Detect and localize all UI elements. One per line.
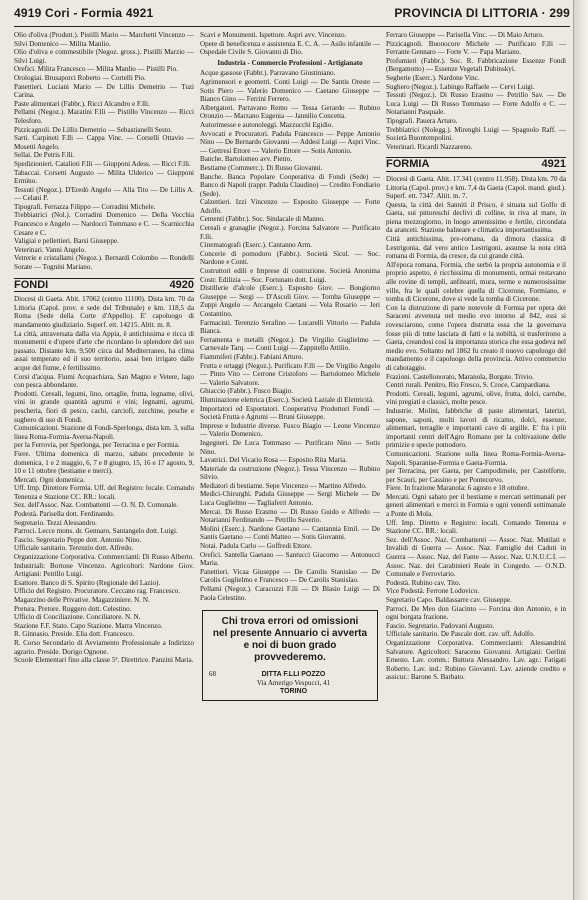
entry-text: Fiere. In frazione Maranola: 6 agosto e 18 ottobre. <box>386 484 530 493</box>
entry-text: Pretura. Pretore. Ruggero dott. Celestino. <box>14 604 132 613</box>
column-3 <box>386 31 566 701</box>
entry-text: Sez. dell'Assoc. Naz. Combattenti — Assoc. Naz. Mutilati e Invalidi di Guerra — Assoc. Naz. Famiglie dei Caduti in Guerra — Assoc. Naz. del Fante — Assoc. Naz. U.N.U.C.I. — Assoc. Naz. dei Carabinieri Reale in Congedo. — O.N.D. Comunale e Ferroviario. <box>386 535 566 579</box>
entry-text: Scuole Elementari fino alla classe 5ª. Direttrice. Panzini Maria. <box>14 656 194 665</box>
entry-text: Sellai. De Petris F.lli. <box>14 151 75 160</box>
entry-text: Centri rurali. Penitro, Rio Fresco, S. Croce, Campardiana. <box>386 381 551 390</box>
entry-text: Tessuti (Negoz.). Di Russo Erasmo — Petrillo Sav. — De Luca Luigi — Di Russo Tommaso — Forte Adolfo e C. — Notarianni Pasquale. <box>386 91 566 117</box>
fondi-business-entries <box>200 31 380 602</box>
fondi-entries <box>14 295 194 665</box>
entry-text: Sughero (Negoz.). Labingo Raffaele — Cervi Luigi. <box>386 82 535 91</box>
entry-text: Fiere. Ultima domenica di marzo, sabato precedente le domenica, 1 e 2 maggio, 6, 7 e 8 giugno, 15, 16 e 17 agosto, 9, 10 e 11 ottobre (bestiame e merci). <box>14 449 194 476</box>
entry-text: Cementi (Fabbr.). Soc. Sindacale di Manno. <box>200 215 325 224</box>
formia-heading <box>386 157 566 172</box>
entry-text: per Terracina, per Gaeta, per Campodimele, per Castelforte, per Scauri, per Cassino e per Pontecorvo. <box>386 467 566 484</box>
entry-text: Stazione F.F. Stato. Capo Stazione. Marra Vincenzo. <box>14 621 163 630</box>
entry-text: Ufficio del Registro. Procuratore. Ceccano rag. Francesco. <box>14 587 181 596</box>
errata-notice-box <box>202 610 378 701</box>
entry-text: Podestà. Rubino cav. Tito. <box>386 578 461 587</box>
notice-firm-block <box>257 670 330 696</box>
entry-text: Ingegneri. De Luca Tommaso — Purificato Nino — Sotis Nino. <box>200 438 380 456</box>
entry-text: Illuminazione elettrica (Eserc.). Società Laziale di Elettricità. <box>200 395 374 404</box>
entry-text: Ghiaccio (Fabbr.). Fusco Biagio. <box>200 387 293 396</box>
header-separator: · <box>541 6 550 20</box>
notice-line-4: provvederemo. <box>254 652 326 664</box>
entry-text: Tabaccai. Corsetti Augusto — Milita Ulderico — Giupponi Ermino. <box>14 168 194 186</box>
entry-text: Orefici. Milita Francesco — Milita Manlio — Pistilli Pio. <box>14 65 178 74</box>
entry-text: Imprese e Industrie diverse. Fusco Biagio — Leone Vincenzo — Valerio Domenico. <box>200 421 380 439</box>
entry-text: Pizzicagnoli. De Lillis Demetrio — Sebastianelli Sesto. <box>14 125 173 134</box>
entry-text: Albergatori. Parravano Remo — Tessa Gerardo — Rubino Oronzio — Marzano Eugenia — Jannilio Concetta. <box>200 103 380 121</box>
entry-text: Olio d'oliva (Produtt.). Pistilli Mario — Marchetti Vincenzo — Silvi Domenico — Milita Manlio. <box>14 31 194 48</box>
entry-text: Ufficiale sanitario. Terenzio dott. Alfredo. <box>14 544 134 553</box>
entry-text: Profumieri (Fabbr.). Soc. R. Fabbricazione Essenze Fondi (Bergamotto) — Essenze Vegetali Dubinskyi. <box>386 56 566 74</box>
columns <box>14 31 570 701</box>
entry-text: Trebbiatrici (Nol.). Corradini Domenico — Della Vecchia Francesco e Angelo — Nardocci Tommaso e C. — Scarnicchia Cesare e C. <box>14 211 194 237</box>
entry-text: Tessuti (Negoz.). D'Eredò Angelo — Alla Tito — De Lillis A. — Celani P. <box>14 185 194 203</box>
entry-text: Industrie. Molini, fabbriche di paste alimentari, laterizi, sapone, saponi, molti lavori di ricamo, dolci, essenze, alimentari, terraglie e importanti cave di argille. E' fra i più importanti centri dell'Agro Romano per la coltivazione delle primizie e specie pomodoro. <box>386 406 566 450</box>
entry-text: Spedizionieri. Catalioti F.lli — Giupponi Adess. — Ricci F.lli. <box>14 159 191 168</box>
entry-text: Mediatori di bestiame. Sepe Vincenzo — Martino Alfredo. <box>200 481 367 490</box>
entry-text: Vetrerie e cristallami (Negoz.). Bernardi Colombo — Rondelli Sorate — Tognini Mariano. <box>14 254 194 272</box>
entry-text: Trebbiatrici (Nolegg.). Mirenghi Luigi — Spagnolo Raff. — Società Buontempolini. <box>386 125 566 143</box>
entry-text: Fascio. Segretario Peppe dott. Antonio Nino. <box>14 535 142 544</box>
entry-text: Autorimesse e autonoleggi. Mazzucchi Egidio. <box>200 120 334 129</box>
entry-text: Questa, la città dei Sanniti il Prisco, è situata sul Golfo di Gaeta, sui pittoreschi declivi di colline, in riva al mare, in piena mezzogiorno, in luogo amenissimo e fertile, circondata da aranceti. Stazione balneare e climatica importantissima. <box>386 200 566 235</box>
entry-text: Ufficio di Conciliazione. Conciliatore. N. N. <box>14 613 141 622</box>
formia-title: FORMIA <box>386 158 430 171</box>
entry-text: Notai. Padula Carlo — Goffredi Ettore. <box>200 542 312 551</box>
entry-text: Concerie di pomodoro (Fabbr.). Società Sicul. — Soc. Nardone e Conti. <box>200 249 380 267</box>
entry-text: Parroci. De Meo don Giacinto — Forcina don Antonio, e in ogni borgata frazione. <box>386 604 566 622</box>
entry-text: Ferramenta e metalli (Negoz.). De Virgilio Guglielmo — Carnevale Tarq. — Conti Luigi — Zappitello Attilio. <box>200 335 380 353</box>
entry-text: Lavatrici. Del Vicario Rosa — Esposito Rita Maria. <box>200 456 347 465</box>
entry-text: Molini (Eserc.). Nardone Gaetano — Cantannia Emil. — De Santis Gaetano — Conti Matteo — Sotis Giovanni. <box>200 524 380 542</box>
formia-number: 4921 <box>541 158 566 171</box>
entry-text: Banche. Banca Popolare Cooperativa di Fondi (Sede) — Banco di Napoli (rappr. Padula Claudino) — Credito Fondiario (Sede). <box>200 172 380 198</box>
entry-text: Panettieri. Vicaa Giuseppe — De Carolis Stanislao — De Carolis Guglielmo e Francesco — De Carolis Stanislao. <box>200 567 380 585</box>
fondi-title: FONDI <box>14 278 49 291</box>
column-1 <box>14 31 194 701</box>
entry-text: Olio d'oliva e commestibile (Negoz. gross.). Pistilli Marzio — Silvi Luigi. <box>14 48 194 65</box>
entry-text: Cinematografi (Eserc.). Cantanno Arm. <box>200 241 312 250</box>
entry-text: Mercati. Ogni sabato per il bestiame e mercati settimanali per generi alimentari e merci in Formia e ogni venerdì settimanale a Ponte di Mola. <box>386 492 566 519</box>
page-header <box>14 6 570 27</box>
entry-text: R. Ginnasio. Preside. Elia dott. Francesco. <box>14 630 135 639</box>
notice-firm: DITTA F.LLI POZZO <box>261 671 326 679</box>
entry-text: Pellami (Negoz.). Caracuzzi F.lli — Di Blasio Luigi — Di Paola Celestino. <box>200 585 380 602</box>
entry-text: Sez. dell'Assoc. Naz. Combattenti — O. N. D. Comunale. <box>14 501 179 510</box>
entry-text: Magazzino delle Privative. Magazziniere. N. N. <box>14 596 150 604</box>
entry-text: Pellami (Negoz.). Maratini F.lli — Pistillo Vincenzo — Ricci Telesforo. <box>14 108 194 125</box>
fondi-continued-entries <box>386 31 566 151</box>
entry-text: Esattore. Banco di S. Spirito (Regionale del Lazio). <box>14 578 161 587</box>
entry-text: Comunicazioni. Stazione di Fondi-Sperlonga, dista km. 3, sulla linea Roma-Formia-Aversa-Napoli. <box>14 424 194 441</box>
entry-text: Industria - Commercio Professioni - Artigianato <box>217 58 363 67</box>
entry-text: Distillerie d'alcole (Eserc.). Esposito Giov. — Bongiorno Giuseppe — Sergi — D'Ascoli Giov. — Tomba Giuseppe — Zuppi Angelo — Arcangelo Caetani — Vela Rosario — Jeri Costantino. <box>200 284 380 318</box>
notice-line-3: e noi di buon grado <box>243 640 337 652</box>
entry-text: Ferraro Giuseppe — Parisella Vinc. — Di Maio Arturo. <box>386 31 544 39</box>
entry-text: Prodotti. Cereali, legumi, agrumi, olive, frutta, dolci, carrube, vini pregiati e classici, molte pesce. <box>386 389 566 407</box>
notice-line-2: nel presente Annuario ci avverta <box>212 628 368 640</box>
entry-text: Tipografi. Pauera Arturo. <box>386 116 458 125</box>
header-right <box>394 6 570 20</box>
entry-text: Podestà. Parisella dott. Ferdinando. <box>14 510 115 519</box>
entry-text: Uff. Imp. Diretto e Registro: locali. Comando Tenenza e Stazione CC. RR.: locali. <box>386 518 566 536</box>
entry-text: Con la distruzione di parte notevole di Formia per opera dei Saraceni avvenuta nel medio evo intorno al 842, essi si rovesciarono, come l'opera distrutta essa che la governava fosse più di tutte lasciata di fatti e la nobiltà, si trasferirono a Gaeta, creandosi così la importanza storica che essa godeva nel medio evo. Soltanto nel 1862 fu creato il nuovo capoluogo del mandamento e il capoluogo della provincia. Attivo commercio di cabotaggio. <box>386 303 566 372</box>
entry-text: Bestiame (Commerc.). Di Russo Giovanni. <box>200 163 323 172</box>
entry-text: Tipografi. Ferrazza Filippo — Corradini Michele. <box>14 202 156 211</box>
entry-text: Diocesi di Gaeta. Abit. 17.341 (centro 11.958). Dista km. 70 da Littoria (Capol. prov.) e km. 7,4 da Gaeta (Capol. mand. giud.). Superf. ett. 7347. Altit. m. 7. <box>386 174 566 201</box>
entry-text: Segretario. Tezzi Alessandro. <box>14 518 97 527</box>
entry-text: Corsi d'acqua. Fiumi Acquachiara, San Magno e Vetere, lago con pesca abbondante. <box>14 372 194 390</box>
entry-text: Cereali e granaglie (Negoz.). Forcina Salvatore — Purificato F.lli. <box>200 224 380 241</box>
entry-text: Mercati. Ogni domenica. <box>14 475 85 484</box>
entry-text: Città antichissima, pre-romana, da dimora classica di Lestrigonia, dal vero antico Lestrigoni, assunse la nota città romana di Formia, da cresce, da cui grande città. <box>386 235 566 261</box>
entry-text: Frazioni. Castellonorato, Maranola, Borgate. Trivio. <box>386 372 534 381</box>
entry-text: Veterinari. Vanni Angelo. <box>14 245 86 254</box>
page-number: 299 <box>549 6 570 20</box>
entry-text: Acque gassose (Fabbr.). Parravano Giustiniano. <box>200 69 336 78</box>
entry-text: La città, attraversata dalla via Appia, è antichissima e ricca di monumenti e d'opere d'arte che ricordano lo splendore del suo passato. Distante km. 9,500 circa dal Mediterraneo, ha clima assai temperato ed il suo territorio, assai ben irrigato dalle acque del fiume, è fertilissimo. <box>14 329 194 372</box>
column-2 <box>200 31 380 701</box>
notice-address: Via Amerigo Vespucci, 41 <box>256 679 331 688</box>
entry-text: Orefici. Santella Gaetano — Santucci Giacomo — Antonucci Maria. <box>200 550 380 568</box>
entry-text: All'epoca romana, Formia, che serbò la propria autonomia e il proprio aspetto, è ricchissima di monumenti, ormai restavano alle rovine di templi, anfiteatri, mura, terme e numerosissime ville, fra le quali celebre quella di Cicerone, Formiano, e tomba di Cicerone, dove si vede la tomba di Cicerone. <box>386 260 566 304</box>
entry-text: Organizzazione Corporativa. Commercianti: Di Russo Alberto. Industriali: Bortone Vincenzo. Agricoltori: Nardone Giov. Artigiani: Petrillo Luigi. <box>14 553 194 579</box>
fondi-number: 4920 <box>169 278 194 291</box>
formia-entries <box>386 175 566 682</box>
entry-text: Frutta e ortaggi (Negoz.). Purificato F.lli — De Virgilio Angelo — Pinto Vito — Cerrone Cristoforo — Bartolomeo Michele — Valerio Salvatore. <box>200 361 380 387</box>
entry-text: Valigiai e pellettieri. Barsi Giuseppe. <box>14 237 119 246</box>
entry-text: Opere di beneficenza e assistenza E. C. A. — Asilo infantile — Ospedale Civile S. Giovanni di Dio. <box>200 39 380 57</box>
notice-city: TORINO <box>279 688 308 696</box>
cori-entries <box>14 31 194 272</box>
entry-text: Avvocati e Procuratori. Padula Francesco — Peppe Antonio Nino — De Bernardo Giovanni — Addesi Luigi — Aspri Vinc. — Gettresi Ettore — Valerio Ettore — Sotis Antonio. <box>200 129 380 155</box>
entry-text: Diocesi di Gaeta. Abit. 17062 (centro 11100). Dista km. 70 da Littoria (Capol. prov. e sede del Tribunale) e km. 118,5 da Roma (Sede della Corte d'Appello). E' capoluogo di mandamento giudiziario. Superf. ett. 14215. Altit. m. 8. <box>14 295 194 329</box>
entry-text: Organizzazione Corporativa. Commercianti: Alessandrini Salvatore. Agricoltori: Saraceno Giovanni. Artigiani: Gerlini Ernesto. Lav. comm.: Buttura Alessandro. Lav. agr.: Fatigati Roberto. Lav. ind.: Rubino Giovanni. Lav. aziende credito e assicur.: Barone S. Barbato. <box>386 638 566 682</box>
entry-text: Pizzicagnoli. Buonocore Michele — Purificato F.lli — Ferrante Gennaro — Forte V. — Papa Mariano. <box>386 39 566 57</box>
entry-text: Medici-Chirurghi. Padula Giuseppe — Sergi Michele — De Luca Guglielmo — Tagliaferri Antonio. <box>200 490 380 508</box>
entry-text: Costruttori edili e Imprese di costruzione. Società Anonima Costr. Edilizia — Soc. Fortunato dott. Luigi. <box>200 267 380 284</box>
entry-text: R. Corso Secondario di Avviamento Professionale a Indirizzo agrario. Preside. Dorigo Ognone. <box>14 638 194 656</box>
entry-text: Comunicazioni. Stazione sulla linea Roma-Formia-Aversa-Napoli. Sparanise-Formia e Gaeta-Formia. <box>386 449 566 467</box>
entry-text: Materiale da costruzione (Negoz.). Tessa Vincenzo — Rubino Silvio. <box>200 464 380 482</box>
entry-text: Sarti. Carpineti F.lli — Cappa Vinc. — Corselli Ottavio — Mosetti Angelo. <box>14 134 194 151</box>
header-left: 4919 Cori - Formia 4921 <box>14 6 154 20</box>
entry-text: Calzettieri. Izzi Vincenzo — Esposito Giuseppe — Forte Adolfo. <box>200 198 380 215</box>
entry-text: Scavi e Monumenti. Ispettore. Aspri avv. Vincenzo. <box>200 31 347 39</box>
entry-text: Importatori ed Esportatori. Cooperativa Produttori Fondi — Società Frutta e Agrumi — Bruni Giuseppe. <box>200 404 380 422</box>
entry-text: Banche. Bartolomeo avv. Pietro. <box>200 155 293 164</box>
notice-footer <box>209 670 371 696</box>
page-gutter-edge <box>573 0 588 900</box>
entry-text: Prodotti. Cereali, legumi, lino, ortaglie, frutta, legname, olivi, vini in grande quantità agrumi e vini; legnami, agrumi, pescheria, fiori di pesco, cachi, carciofi, zucchine, pesche e sughero di uso di Fondi. <box>14 389 194 424</box>
entry-text: Segherie (Eserc.). Nardone Vinc. <box>386 73 480 82</box>
header-province: PROVINCIA DI LITTORIA <box>394 6 539 20</box>
entry-text: Ufficiale sanitario. De Pascale dott. cav. uff. Adolfo. <box>386 630 535 639</box>
fondi-heading <box>14 278 194 293</box>
entry-text: Panettieri. Luciani Mario — De Lillis Demetrio — Tuzi Carina. <box>14 82 194 100</box>
entry-text: Orologiai. Brusaporci Roberto — Cortelli Pio. <box>14 73 146 82</box>
entry-text: per la Ferrovia, per Sperlonga, per Terracina e per Formia. <box>14 441 180 450</box>
entry-text: Uff. Imp. Direttore Formia. Uff. del Registro: locale. Comando Tenenza e Stazione CC. RR.: locali. <box>14 484 194 501</box>
entry-text: Mercai. Di Russo Erasmo — Di Russo Guido e Alfredo — Notarianni Ferdinando — Petrillo Saverio. <box>200 507 380 525</box>
notice-number: 68 <box>209 670 216 679</box>
entry-text: Fascio. Segretario. Padovani Augusto. <box>386 621 495 630</box>
entry-text: Parroci. Lecce mons. dr. Gennaro, Santangelo dott. Luigi. <box>14 527 178 536</box>
entry-text: Segretario Capo. Baldassarre cav. Giuseppe. <box>386 596 512 604</box>
entry-text: Vice Podestà. Ferrone Lodovico. <box>386 587 480 596</box>
entry-text: Paste alimentari (Fabbr.). Ricci Alcandro e F.lli. <box>14 99 150 108</box>
notice-line-1: Chi trova errori od omissioni <box>221 616 359 628</box>
entry-text: Veterinari. Ricardi Nazzareno. <box>386 142 473 151</box>
entry-text: Fiammiferi (Fabbr.). Fabiani Arturo. <box>200 352 304 361</box>
entry-text: Agrimensori e geometri. Conti Luigi — De Santis Oreste — Sotis Piero — Valerio Domenico — Caetano Giuseppe — Bianco Gino — Ferrini Ferrero. <box>200 77 380 104</box>
entry-text: Farmacisti. Terenzio Serafino — Lucarelli Vittorio — Padula Bianca. <box>200 318 380 336</box>
